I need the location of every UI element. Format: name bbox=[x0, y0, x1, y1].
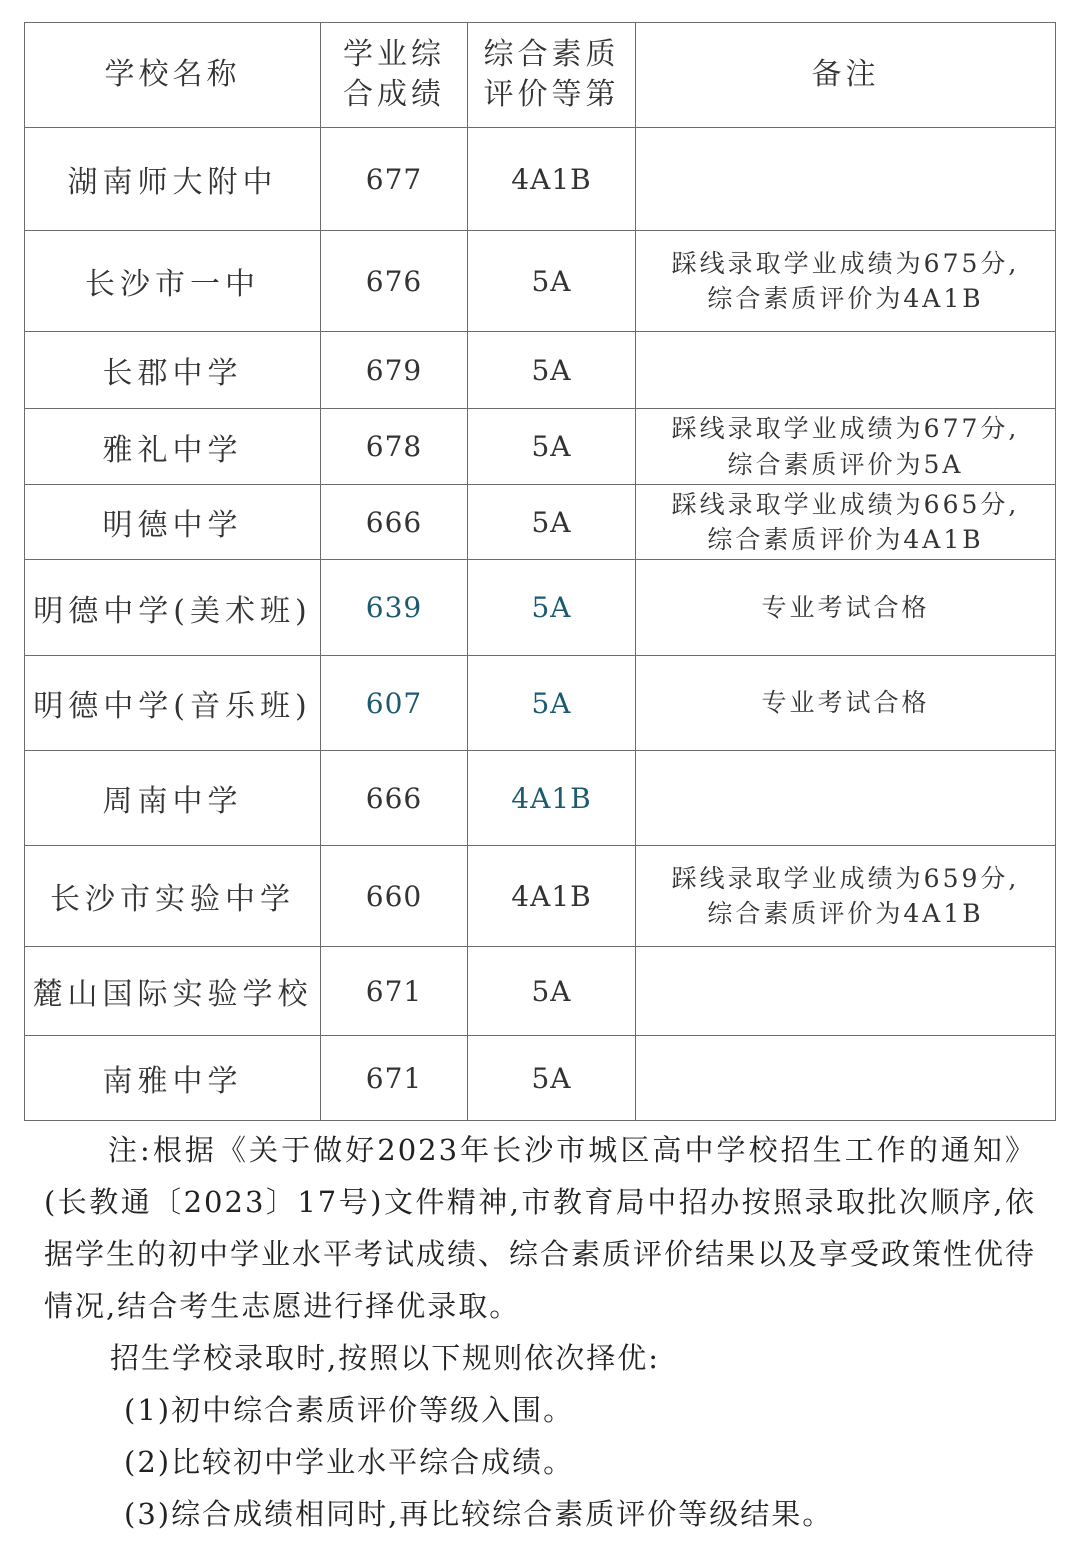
table-row bbox=[25, 846, 1056, 947]
score-cell: 666 bbox=[321, 751, 468, 846]
note-line-2: 综合素质评价为4A1B bbox=[707, 525, 984, 554]
header-score-line1: 学业综 bbox=[343, 36, 445, 72]
score-cell: 677 bbox=[321, 128, 468, 231]
table-row bbox=[25, 656, 1056, 751]
note-cell bbox=[636, 947, 1056, 1036]
table-row bbox=[25, 947, 1056, 1036]
header-grade-line1: 综合素质 bbox=[483, 36, 620, 72]
table-row bbox=[25, 409, 1056, 485]
score-cell: 639 bbox=[321, 560, 468, 656]
score-cell: 660 bbox=[321, 846, 468, 947]
score-cell: 666 bbox=[321, 485, 468, 560]
admission-score-table bbox=[24, 22, 1056, 1121]
rule-3: (3)综合成绩相同时,再比较综合素质评价等级结果。 bbox=[124, 1497, 834, 1531]
note-line-1: 踩线录取学业成绩为675分, bbox=[671, 248, 1020, 278]
header-grade-line2: 评价等第 bbox=[483, 77, 620, 112]
school-name-cell: 湖南师大附中 bbox=[25, 128, 321, 231]
notes-section bbox=[44, 1124, 1036, 1540]
header-score-line2: 合成绩 bbox=[343, 77, 445, 112]
notes-paragraph: 注:根据《关于做好2023年长沙市城区高中学校招生工作的通知》(长教通〔2023〕17号)文件精神,市教育局中招办按照录取批次顺序,依据学生的初中学业水平考试成绩、综合素质评价结果以及享受政策性优待情况,结合考生志愿进行择优录取。 bbox=[44, 1133, 1037, 1323]
grade-cell: 5A bbox=[468, 231, 636, 332]
grade-cell: 5A bbox=[468, 1036, 636, 1121]
grade-cell: 4A1B bbox=[468, 846, 636, 947]
grade-cell: 5A bbox=[468, 947, 636, 1036]
note-line-1: 踩线录取学业成绩为677分, bbox=[671, 414, 1020, 443]
note-line-1: 专业考试合格 bbox=[761, 592, 930, 622]
score-cell: 607 bbox=[321, 656, 468, 751]
header-note: 备注 bbox=[636, 23, 1056, 128]
school-name-cell: 明德中学(美术班) bbox=[25, 560, 321, 656]
note-cell bbox=[636, 128, 1056, 231]
note-cell bbox=[636, 1036, 1056, 1121]
note-cell bbox=[636, 409, 1056, 485]
school-name-cell: 明德中学 bbox=[25, 485, 321, 560]
table-body bbox=[25, 128, 1056, 1121]
table-header-row bbox=[25, 23, 1056, 128]
note-line-2: 综合素质评价为4A1B bbox=[707, 899, 984, 928]
header-score bbox=[321, 23, 468, 128]
note-cell bbox=[636, 656, 1056, 751]
note-line-1: 踩线录取学业成绩为659分, bbox=[671, 863, 1020, 893]
table-row bbox=[25, 1036, 1056, 1121]
grade-cell: 5A bbox=[468, 560, 636, 656]
school-name-cell: 周南中学 bbox=[25, 751, 321, 846]
score-cell: 671 bbox=[321, 947, 468, 1036]
school-name-cell: 长郡中学 bbox=[25, 332, 321, 409]
grade-cell: 4A1B bbox=[468, 751, 636, 846]
table-row bbox=[25, 332, 1056, 409]
score-cell: 679 bbox=[321, 332, 468, 409]
grade-cell: 5A bbox=[468, 332, 636, 409]
score-cell: 671 bbox=[321, 1036, 468, 1121]
school-name-cell: 明德中学(音乐班) bbox=[25, 656, 321, 751]
table-row bbox=[25, 231, 1056, 332]
header-grade bbox=[468, 23, 636, 128]
note-cell bbox=[636, 560, 1056, 656]
note-cell bbox=[636, 332, 1056, 409]
note-line-1: 专业考试合格 bbox=[761, 688, 930, 718]
note-cell bbox=[636, 846, 1056, 947]
grade-cell: 5A bbox=[468, 409, 636, 485]
rules-lead: 招生学校录取时,按照以下规则依次择优: bbox=[110, 1341, 660, 1375]
note-line-1: 踩线录取学业成绩为665分, bbox=[671, 489, 1020, 519]
table-row bbox=[25, 485, 1056, 560]
note-cell bbox=[636, 485, 1056, 560]
grade-cell: 5A bbox=[468, 656, 636, 751]
school-name-cell: 长沙市一中 bbox=[25, 231, 321, 332]
table-row bbox=[25, 560, 1056, 656]
table-row bbox=[25, 128, 1056, 231]
school-name-cell: 雅礼中学 bbox=[25, 409, 321, 485]
score-cell: 678 bbox=[321, 409, 468, 485]
school-name-cell: 长沙市实验中学 bbox=[25, 846, 321, 947]
note-line-2: 综合素质评价为5A bbox=[727, 449, 964, 479]
header-school-name: 学校名称 bbox=[25, 23, 321, 128]
rule-2: (2)比较初中学业水平综合成绩。 bbox=[124, 1445, 575, 1479]
note-cell bbox=[636, 231, 1056, 332]
note-cell bbox=[636, 751, 1056, 846]
note-line-2: 综合素质评价为4A1B bbox=[707, 284, 984, 313]
school-name-cell: 南雅中学 bbox=[25, 1036, 321, 1121]
rule-1: (1)初中综合素质评价等级入围。 bbox=[124, 1393, 575, 1427]
table-row bbox=[25, 751, 1056, 846]
score-cell: 676 bbox=[321, 231, 468, 332]
grade-cell: 4A1B bbox=[468, 128, 636, 231]
grade-cell: 5A bbox=[468, 485, 636, 560]
school-name-cell: 麓山国际实验学校 bbox=[25, 947, 321, 1036]
